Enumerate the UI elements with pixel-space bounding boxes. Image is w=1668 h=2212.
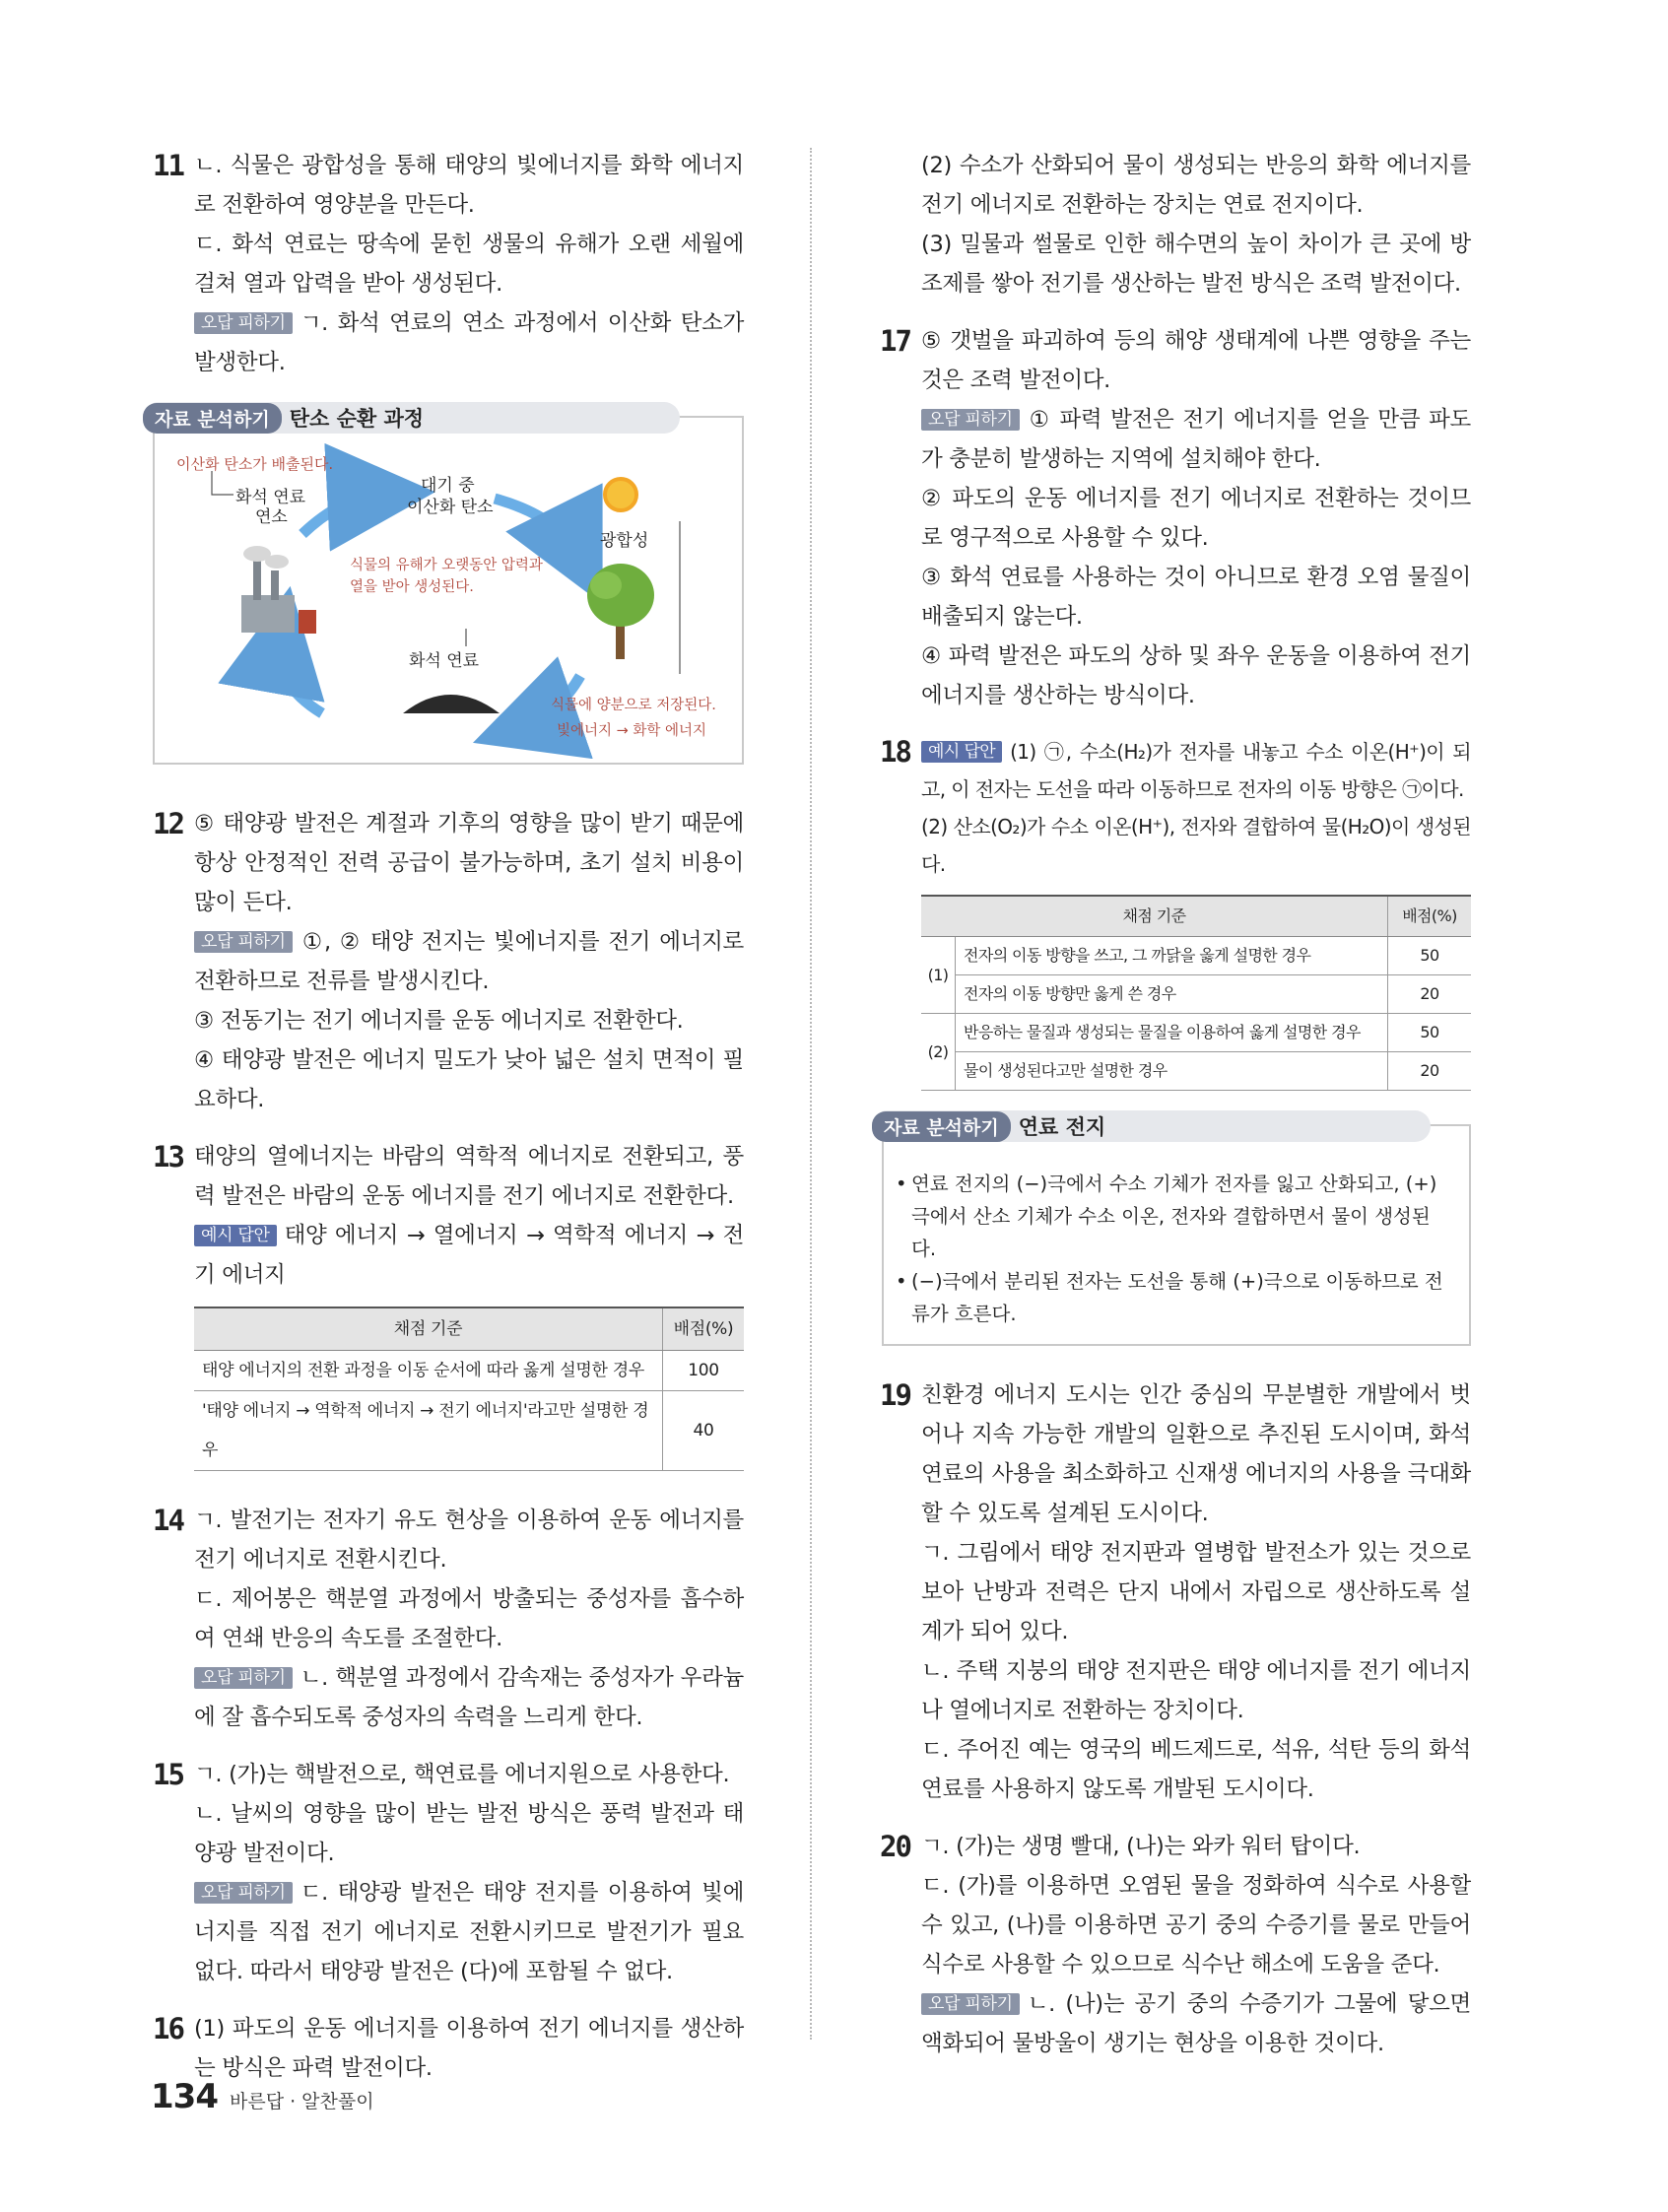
answer-line: ㄷ. 주어진 예는 영국의 베드제드로, 석유, 석탄 등의 화석 연료를 사용하지 않도록 개발된 도시이다. [921,1737,1471,1802]
coal-icon [403,695,500,713]
table-row [194,1351,744,1391]
table-header: 채점 기준 [194,1307,663,1351]
question-16 [153,2009,744,2088]
question-number: 16 [153,2012,183,2045]
carbon-cycle-diagram [155,418,742,759]
label-co2-release: 이산화 탄소가 배출된다. [176,455,334,473]
answer-line: ㄷ. 화석 연료는 땅속에 묻힌 생물의 유해가 오랜 세월에 걸쳐 열과 압력을 받아 생성된다. [194,232,744,297]
avoid-tag: 오답 피하기 [194,1882,293,1904]
label-stored-1: 식물에 양분으로 저장된다. [551,698,716,713]
table-cell: 50 [1388,937,1472,975]
answer-line: (1) 파도의 운동 에너지를 이용하여 전기 에너지를 생산하는 방식은 파력 발전이다. [194,2016,744,2081]
answer-line: ㄴ. 날씨의 영향을 많이 받는 발전 방식은 풍력 발전과 태양광 발전이다. [194,1801,744,1866]
table-group-label: (2) [921,1014,956,1091]
example-answer [194,1216,744,1295]
answer-line: ㄱ. (가)는 생명 빨대, (나)는 와카 워터 탑이다. [921,1834,1361,1859]
avoid-tag: 오답 피하기 [194,312,293,334]
example-answer-2: (2) 산소(O₂)가 수소 이온(H⁺), 전자와 결합하여 물(H₂O)이 생성된다. [921,815,1471,876]
question-number: 15 [153,1758,183,1791]
table-cell: 20 [1388,1052,1472,1091]
avoid-line [194,303,744,382]
avoid-text: ㄴ. (나)는 공기 중의 수증기가 그물에 닿으면 액화되어 물방울이 생기는 현상을 이용한 것이다. [921,1991,1471,2056]
label-remains-2: 열을 받아 생성된다. [350,579,474,595]
scoring-table [921,895,1471,1091]
cycle-arrow-top [302,495,381,534]
table-cell: 100 [663,1351,745,1391]
question-19 [880,1375,1471,1809]
right-column [880,146,1471,2063]
table-cell: '태양 에너지 → 역학적 에너지 → 전기 에너지'라고만 설명한 경우 [194,1391,663,1471]
answer-line: (2) 수소가 산화되어 물이 생성되는 반응의 화학 에너지를 전기 에너지로 전환하는 장치는 연료 전지이다. [921,153,1471,218]
avoid-text: ㄱ. 화석 연료의 연소 과정에서 이산화 탄소가 발생한다. [194,310,744,375]
question-20 [880,1827,1471,2063]
column-divider [810,148,812,2040]
analysis-badge: 자료 분석하기 [872,1111,1011,1142]
avoid-tag: 오답 피하기 [921,1993,1020,2015]
question-17 [880,321,1471,715]
analysis-title: 탄소 순환 과정 [289,407,425,431]
question-15 [153,1755,744,1991]
label-remains-1: 식물의 유해가 오랫동안 압력과 [350,558,543,573]
analysis-box-carbon-cycle [153,407,744,765]
label-photosynthesis: 광합성 [600,531,649,551]
question-number: 14 [153,1504,183,1537]
analysis-title: 연료 전지 [1018,1115,1106,1139]
avoid-text: ㄷ. 태양광 발전은 태양 전지를 이용하여 빛에너지를 직접 전기 에너지로 전환시키므로 발전기가 필요 없다. 따라서 태양광 발전은 (다)에 포함될 수 없다. [194,1880,744,1984]
avoid-line [194,922,744,1001]
label-fossil-burn-2: 연소 [255,507,288,527]
answer-line: ㄱ. 그림에서 태양 전지판과 열병합 발전소가 있는 것으로 보아 난방과 전력은 단지 내에서 자립으로 생산하도록 설계가 되어 있다. [921,1540,1471,1644]
answer-line: ㄷ. 제어봉은 핵분열 과정에서 방출되는 중성자를 흡수하여 연쇄 반응의 속도를 조절한다. [194,1586,744,1651]
label-fossil-fuel: 화석 연료 [409,651,480,671]
table-cell: 전자의 이동 방향을 쓰고, 그 까닭을 옳게 설명한 경우 [956,937,1388,975]
bullet-item: • 연료 전지의 (−)극에서 수소 기체가 전자를 잃고 산화되고, (+)극에서 산소 기체가 수소 이온, 전자와 결합하면서 물이 생성된다. [911,1168,1451,1265]
answer-line: ㄷ. (가)를 이용하면 오염된 물을 정화하여 식수로 사용할 수 있고, (나)를 이용하면 공기 중의 수증기를 물로 만들어 식수로 사용할 수 있으므로 식수난 해소에 도움을 준다. [921,1873,1471,1977]
question-number: 11 [153,149,183,182]
cycle-arrow-right [495,499,578,556]
question-11 [153,146,744,382]
table-cell: 물이 생성된다고만 설명한 경우 [956,1052,1388,1091]
question-12 [153,804,744,1119]
answer-line: ㄴ. 식물은 광합성을 통해 태양의 빛에너지를 화학 에너지로 전환하여 영양분을 만든다. [194,153,744,218]
table-cell: 40 [663,1391,745,1471]
table-cell: 반응하는 물질과 생성되는 물질을 이용하여 옳게 설명한 경우 [956,1014,1388,1052]
avoid-line [921,1984,1471,2063]
sun-icon [605,479,636,510]
answer-text: ⑤ 태양광 발전은 계절과 기후의 영향을 많이 받기 때문에 항상 안정적인 전력 공급이 불가능하며, 초기 설치 비용이 많이 든다. [194,811,744,915]
table-row [921,1052,1471,1091]
page-number: 134 [151,2077,218,2116]
scoring-table [194,1307,744,1471]
question-number: 19 [880,1378,910,1412]
cycle-arrow-left [280,639,322,713]
table-row [194,1391,744,1471]
example-answer [921,733,1471,808]
table-cell: 태양 에너지의 전환 과정을 이동 순서에 따라 옳게 설명한 경우 [194,1351,663,1391]
answer-line: ④ 태양광 발전은 에너지 밀도가 낮아 넓은 설치 면적이 필요하다. [194,1047,744,1112]
answer-line: ㄱ. 발전기는 전자기 유도 현상을 이용하여 운동 에너지를 전기 에너지로 전환시킨다. [194,1508,744,1573]
question-number: 13 [153,1140,183,1173]
question-number: 20 [880,1830,910,1863]
answer-line: (3) 밀물과 썰물로 인한 해수면의 높이 차이가 큰 곳에 방조제를 쌓아 전기를 생산하는 발전 방식은 조력 발전이다. [921,232,1471,297]
table-header: 배점(%) [1388,896,1472,937]
question-number: 12 [153,807,183,840]
left-column [153,146,744,2088]
example-text: (1) ㉠, 수소(H₂)가 전자를 내놓고 수소 이온(H⁺)이 되고, 이 전자는 도선을 따라 이동하므로 전자의 이동 방향은 ㉠이다. [921,740,1471,801]
avoid-line [194,1658,744,1737]
avoid-tag: 오답 피하기 [921,409,1020,431]
page-footer [151,2077,374,2116]
answer-text: ⑤ 갯벌을 파괴하여 등의 해양 생태계에 나쁜 영향을 주는 것은 조력 발전이다. [921,328,1471,393]
avoid-line [921,400,1471,479]
factory-icon [241,546,316,634]
answer-line: ㄱ. (가)는 핵발전으로, 핵연료를 에너지원으로 사용한다. [194,1762,730,1787]
analysis-header [872,1110,1431,1142]
avoid-text: ① 파력 발전은 전기 에너지를 얻을 만큼 파도가 충분히 발생하는 지역에 설치해야 한다. [921,407,1471,472]
question-13 [153,1137,744,1471]
table-row [921,937,1471,975]
label-fossil-burn-1: 화석 연료 [235,488,306,507]
avoid-tag: 오답 피하기 [194,1667,293,1689]
example-text: 태양 에너지 → 열에너지 → 역학적 에너지 → 전기 에너지 [194,1223,744,1288]
avoid-tag: 오답 피하기 [194,931,293,953]
analysis-box-fuel-cell [882,1115,1471,1346]
answer-line: ② 파도의 운동 에너지를 전기 에너지로 전환하는 것이므로 영구적으로 사용할 수 있다. [921,486,1471,551]
label-air-co2-2: 이산화 탄소 [407,498,494,517]
table-row [921,1014,1471,1052]
book-label: 바른답 · 알찬풀이 [229,2091,374,2112]
answer-line: ③ 화석 연료를 사용하는 것이 아니므로 환경 오염 물질이 배출되지 않는다. [921,565,1471,630]
table-cell: 50 [1388,1014,1472,1052]
question-16-continued [880,146,1471,303]
table-group-label: (1) [921,937,956,1014]
question-number: 17 [880,324,910,358]
label-stored-2: 빛에너지 → 화학 에너지 [557,723,707,739]
answer-text: 친환경 에너지 도시는 인간 중심의 무분별한 개발에서 벗어나 지속 가능한 개발의 일환으로 추진된 도시이며, 화석 연료의 사용을 최소화하고 신재생 에너지의 사용을 극대화할 수 있도록 설계된 도시이다. [921,1382,1471,1526]
answer-line: ㄴ. 주택 지붕의 태양 전지판은 태양 에너지를 전기 에너지나 열에너지로 전환하는 장치이다. [921,1658,1471,1723]
label-air-co2-1: 대기 중 [421,476,475,496]
table-header: 채점 기준 [921,896,1388,937]
avoid-text: ①, ② 태양 전지는 빛에너지를 전기 에너지로 전환하므로 전류를 발생시킨다. [194,929,744,994]
avoid-line [194,1873,744,1991]
analysis-bullets [884,1168,1469,1330]
bullet-item: • (−)극에서 분리된 전자는 도선을 통해 (+)극으로 이동하므로 전류가 흐른다. [911,1265,1451,1330]
avoid-text: ㄴ. 핵분열 과정에서 감속재는 중성자가 우라늄에 잘 흡수되도록 중성자의 속력을 느리게 한다. [194,1665,744,1730]
question-18 [880,733,1471,1091]
example-tag: 예시 답안 [194,1225,277,1246]
table-cell: 20 [1388,975,1472,1014]
question-14 [153,1501,744,1737]
analysis-badge: 자료 분석하기 [143,403,282,434]
answer-text: 태양의 열에너지는 바람의 역학적 에너지로 전환되고, 풍력 발전은 바람의 운동 에너지를 전기 에너지로 전환한다. [194,1144,744,1209]
table-header: 배점(%) [663,1307,745,1351]
table-row [921,975,1471,1014]
question-number: 18 [880,735,910,769]
answer-line: ④ 파력 발전은 파도의 상하 및 좌우 운동을 이용하여 전기 에너지를 생산하는 방식이다. [921,643,1471,708]
table-cell: 전자의 이동 방향만 옳게 쓴 경우 [956,975,1388,1014]
example-tag: 예시 답안 [921,741,1002,763]
answer-line: ③ 전동기는 전기 에너지를 운동 에너지로 전환한다. [194,1008,684,1034]
